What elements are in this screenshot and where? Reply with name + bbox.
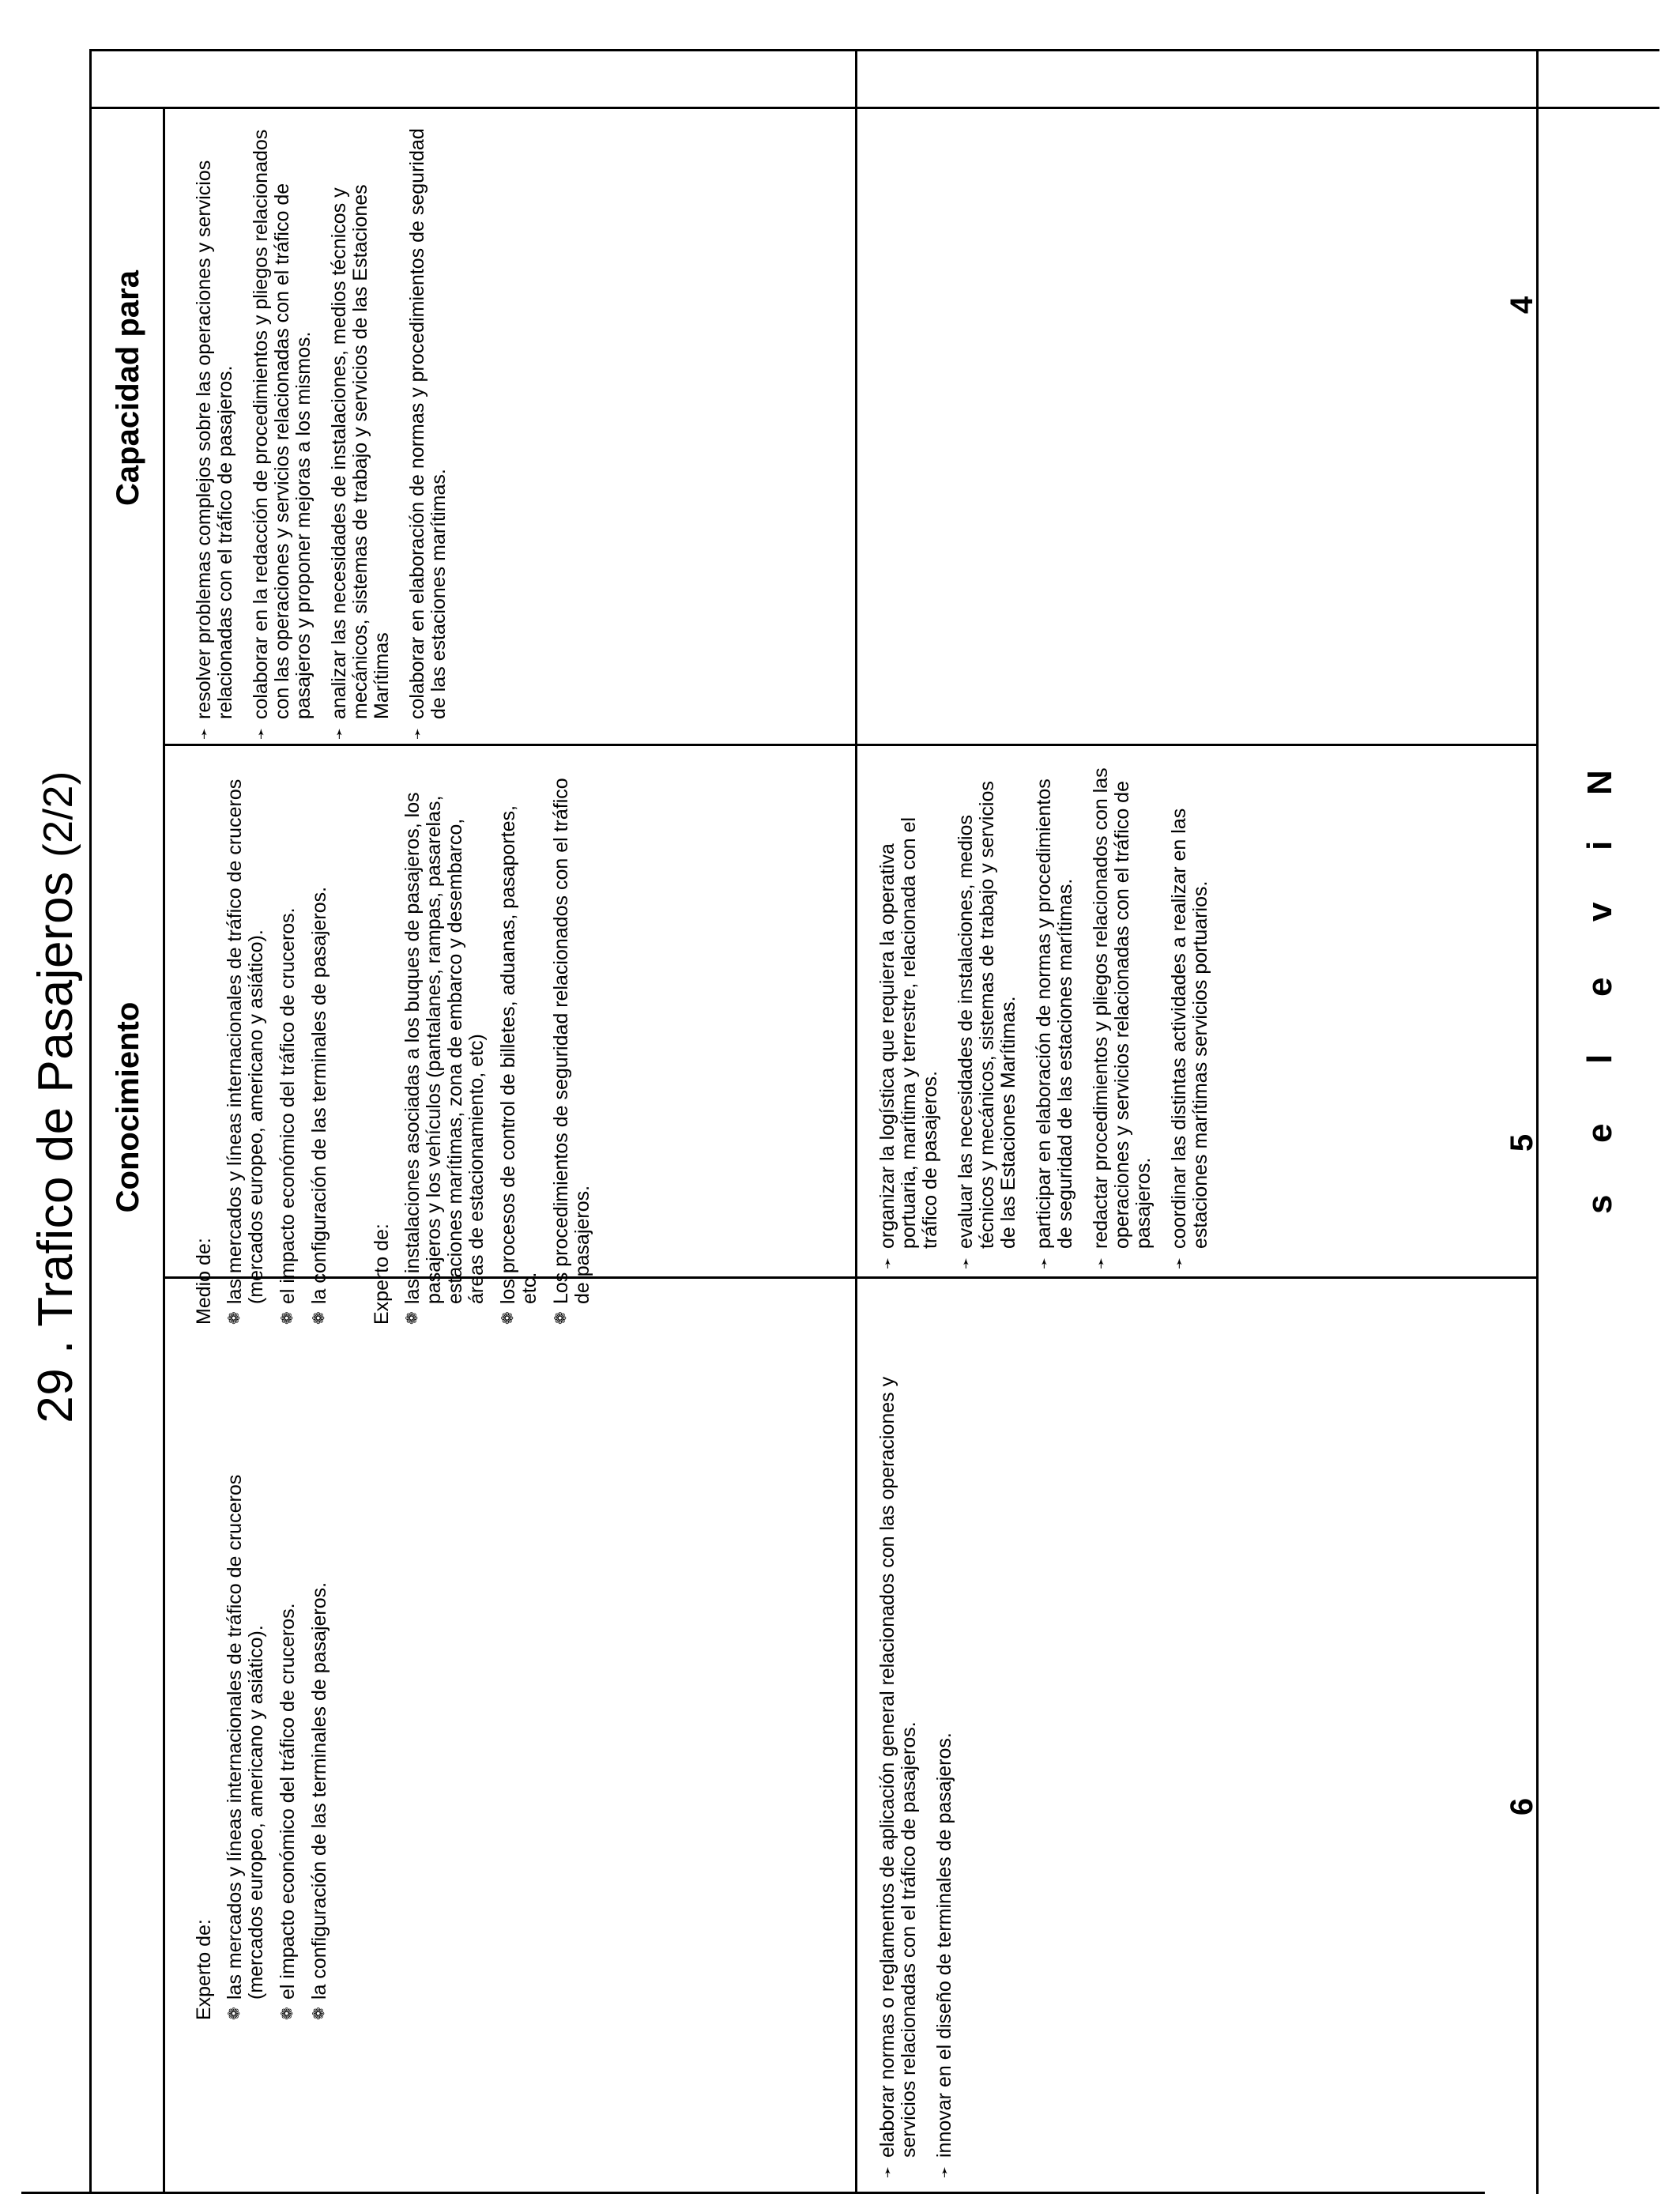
header-divider xyxy=(163,107,165,2194)
arrow-bullet-icon: ➛ xyxy=(1036,1257,1052,1269)
list-item: ❁ la configuración de las terminales de pasajeros. xyxy=(308,1581,330,2020)
niveles-letter: s xyxy=(1580,1194,1619,1214)
list-item: ➛ organizar la logística que requiera la operativa portuaria, marítima y terrestre, relacionada con el tráfico de pasajeros. xyxy=(876,816,941,1269)
list-item: ❁ la configuración de las terminales de pasajeros. xyxy=(308,886,330,1325)
row4-capacidad xyxy=(194,123,464,740)
arrow-bullet-icon: ➛ xyxy=(880,1257,895,1269)
arrow-bullet-icon: ➛ xyxy=(1171,1257,1187,1269)
niveles-label xyxy=(1580,107,1628,2194)
row-divider-4-5 xyxy=(164,744,1538,746)
group-lead: Medio de: xyxy=(193,1238,215,1325)
arrow-bullet-icon: ➛ xyxy=(880,2166,895,2178)
niveles-letter: l xyxy=(1580,1054,1619,1064)
list-item: ➛ analizar las necesidades de instalaciones, medios técnicos y mecánicos, sistemas de trabajo y servicios de las Estaciones Marítimas xyxy=(328,184,393,740)
table-right-border xyxy=(89,49,1659,51)
list-item: ❁ el impacto económico del tráfico de cruceros. xyxy=(277,907,299,1325)
arrow-bullet-icon: ➛ xyxy=(331,727,347,740)
capacity-list xyxy=(877,1301,955,2178)
list-item: ➛ innovar en el diseño de terminales de pasajeros. xyxy=(933,1732,955,2178)
list-item: ➛ resolver problemas complejos sobre las operaciones y servicios relacionadas con el tráfico de pasajeros. xyxy=(193,160,236,740)
list-item: ❁ los procesos de control de billetes, aduanas, pasaportes, etc. xyxy=(497,805,541,1325)
knowledge-list xyxy=(402,771,593,1325)
row6-capacidad xyxy=(877,1301,970,2178)
page-title xyxy=(28,0,84,2194)
group-lead: Experto de: xyxy=(371,1223,393,1325)
list-item: ➛ elaborar normas o reglamentos de aplicación general relacionados con las operaciones y servicios relacionadas con el tráfico de pasajeros. xyxy=(876,1376,920,2178)
arrow-bullet-icon: ➛ xyxy=(253,727,269,740)
group-lead: Experto de: xyxy=(193,1919,215,2020)
niveles-letter: v xyxy=(1580,902,1619,922)
list-item: ❁ el impacto económico del tráfico de cruceros. xyxy=(277,1603,299,2020)
list-item: ❁ las mercados y líneas internacionales de tráfico de cruceros (mercados europeo, americano y asiático). xyxy=(224,1474,267,2020)
flower-bullet-icon: ❁ xyxy=(279,2007,296,2020)
niveles-letter: i xyxy=(1580,840,1619,850)
flower-bullet-icon: ❁ xyxy=(552,1311,570,1325)
niveles-letter: e xyxy=(1580,1123,1619,1143)
column-divider xyxy=(855,49,857,2194)
arrow-bullet-icon: ➛ xyxy=(936,2166,952,2178)
table-top-border xyxy=(89,49,92,2194)
level-6: 6 xyxy=(1505,1797,1539,1816)
knowledge-list xyxy=(224,1404,330,2020)
flower-bullet-icon: ❁ xyxy=(311,2007,328,2020)
arrow-bullet-icon: ➛ xyxy=(409,727,425,740)
flower-bullet-icon: ❁ xyxy=(404,1311,421,1325)
niveles-letter: N xyxy=(1580,770,1619,795)
list-item: ➛ coordinar las distintas actividades a realizar en las estaciones marítimas servicios portuarios. xyxy=(1168,808,1211,1269)
flower-bullet-icon: ❁ xyxy=(226,1311,243,1325)
capacity-list xyxy=(194,123,450,740)
knowledge-list xyxy=(224,771,330,1325)
list-item: ❁ Los procedimientos de seguridad relacionados con el tráfico de pasajeros. xyxy=(550,778,593,1325)
list-item: ❁ las mercados y líneas internacionales de tráfico de cruceros (mercados europeo, americano y asiático). xyxy=(224,778,267,1325)
list-item: ➛ colaborar en la redacción de procedimientos y pliegos relacionados con las operaciones y servicios relacionadas con el tráfico de pasajeros y proponer mejoras a los mismos. xyxy=(250,129,315,740)
level-column-divider xyxy=(89,107,1659,109)
arrow-bullet-icon: ➛ xyxy=(196,727,212,740)
title-main: 29 . Trafico de Pasajeros xyxy=(28,871,83,1423)
row5-capacidad-list xyxy=(877,763,1226,1269)
arrow-bullet-icon: ➛ xyxy=(958,1257,974,1269)
flower-bullet-icon: ❁ xyxy=(311,1311,328,1325)
list-item: ➛ colaborar en elaboración de normas y procedimientos de seguridad de las estaciones marítimas. xyxy=(406,128,450,740)
list-item: ➛ evaluar las necesidades de instalaciones, medios técnicos y mecánicos, sistemas de trabajo y servicios de las Estaciones Marítimas. xyxy=(955,781,1019,1269)
flower-bullet-icon: ❁ xyxy=(499,1311,517,1325)
flower-bullet-icon: ❁ xyxy=(279,1311,296,1325)
capacity-list xyxy=(877,763,1211,1269)
arrow-bullet-icon: ➛ xyxy=(1093,1257,1109,1269)
header-capacidad: Capacidad para xyxy=(111,270,145,506)
title-suffix: (2/2) xyxy=(36,771,81,858)
row5-conocimiento xyxy=(194,1404,341,2020)
level-4: 4 xyxy=(1505,296,1539,315)
flower-bullet-icon: ❁ xyxy=(226,2007,243,2020)
niveles-letter: e xyxy=(1580,977,1619,997)
row4-conocimiento xyxy=(194,771,604,1325)
header-conocimiento: Conocimiento xyxy=(111,1001,145,1213)
list-item: ➛ participar en elaboración de normas y procedimientos de seguridad de las estaciones marítimas. xyxy=(1033,778,1076,1269)
level-5: 5 xyxy=(1505,1133,1539,1152)
list-item: ➛ redactar procedimientos y pliegos relacionados con las operaciones y servicios relacionadas con el tráfico de pasajeros. xyxy=(1090,767,1155,1269)
list-item: ❁ las instalaciones asociadas a los buques de pasajeros, los pasajeros y los vehículos (pantalanes, rampas, pasarelas, estaciones marítimas, zona de embarco y desembarco, áreas de estacionamiento, etc) xyxy=(401,792,488,1325)
